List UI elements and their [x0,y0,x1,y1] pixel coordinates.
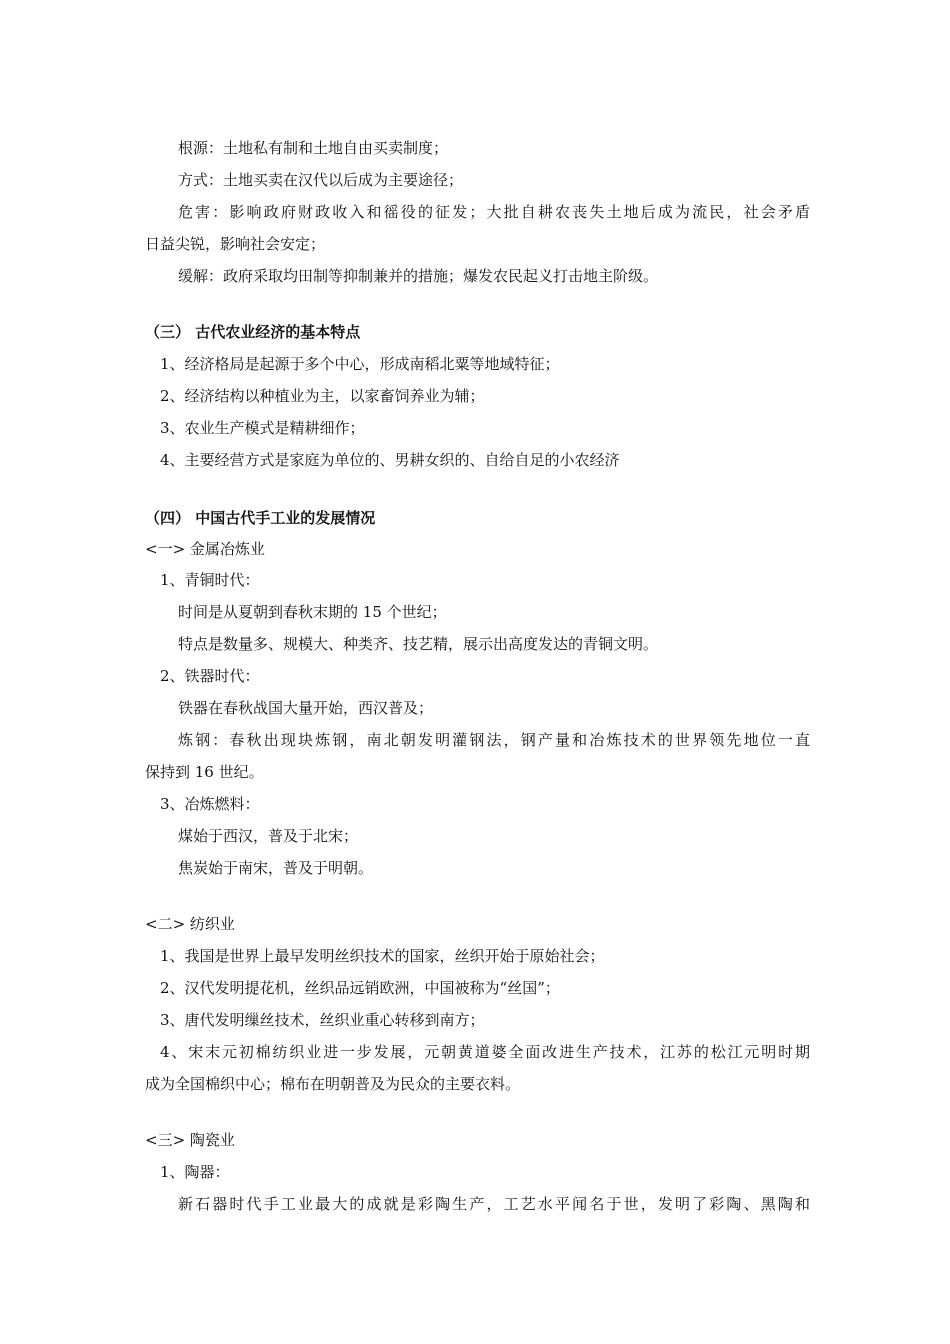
paragraph-line: 危害：影响政府财政收入和徭役的征发；大批自耕农丧失土地后成为流民，社会矛盾 [178,203,810,221]
paragraph-line: 方式：土地买卖在汉代以后成为主要途径； [178,171,464,189]
list-item: 2、经济结构以种植业为主，以家畜饲养业为辅； [160,387,485,405]
list-item: 4、宋末元初棉纺织业进一步发展，元朝黄道婆全面改进生产技术，江苏的松江元明时期 [160,1043,810,1061]
section-heading: （三） 古代农业经济的基本特点 [145,323,361,341]
paragraph-line: 成为全国棉织中心；棉布在明朝普及为民众的主要衣料。 [145,1075,521,1093]
list-item: 1、我国是世界上最早发明丝织技术的国家，丝织开始于原始社会； [160,947,605,965]
list-item: 3、农业生产模式是精耕细作； [160,419,365,437]
list-item: 2、铁器时代： [160,667,260,685]
list-item: 2、汉代发明提花机，丝织品远销欧洲，中国被称为“丝国”； [160,979,560,997]
paragraph-line: 炼钢：春秋出现块炼钢，南北朝发明灌钢法，钢产量和冶炼技术的世界领先地位一直 [178,731,810,749]
list-item: 3、冶炼燃料： [160,795,260,813]
subsection-heading: <二> 纺织业 [145,915,235,933]
paragraph-line: 时间是从夏朝到春秋末期的 15 个世纪； [178,603,447,621]
paragraph-line: 保持到 16 世纪。 [145,763,264,781]
paragraph-line: 铁器在春秋战国大量开始，西汉普及； [178,699,434,717]
paragraph-line: 根源：土地私有制和土地自由买卖制度； [178,139,449,157]
list-item: 3、唐代发明缫丝技术，丝织业重心转移到南方； [160,1011,485,1029]
paragraph-line: 新石器时代手工业最大的成就是彩陶生产，工艺水平闻名于世，发明了彩陶、黑陶和 [178,1195,810,1213]
paragraph-line: 煤始于西汉，普及于北宋； [178,827,359,845]
list-item: 1、青铜时代： [160,571,260,589]
list-item: 1、陶器： [160,1163,230,1181]
paragraph-line: 日益尖锐，影响社会安定； [145,235,326,253]
paragraph-line: 特点是数量多、规模大、种类齐、技艺精，展示出高度发达的青铜文明。 [178,635,659,653]
subsection-heading: <一> 金属冶炼业 [145,540,265,558]
section-heading: （四） 中国古代手工业的发展情况 [145,509,376,527]
subsection-heading: <三> 陶瓷业 [145,1131,235,1149]
paragraph-line: 缓解：政府采取均田制等抑制兼并的措施；爆发农民起义打击地主阶级。 [178,267,659,285]
paragraph-line: 焦炭始于南宋，普及于明朝。 [178,859,374,877]
list-item: 4、主要经营方式是家庭为单位的、男耕女织的、自给自足的小农经济 [160,451,620,469]
list-item: 1、经济格局是起源于多个中心，形成南稻北粟等地域特征； [160,355,560,373]
